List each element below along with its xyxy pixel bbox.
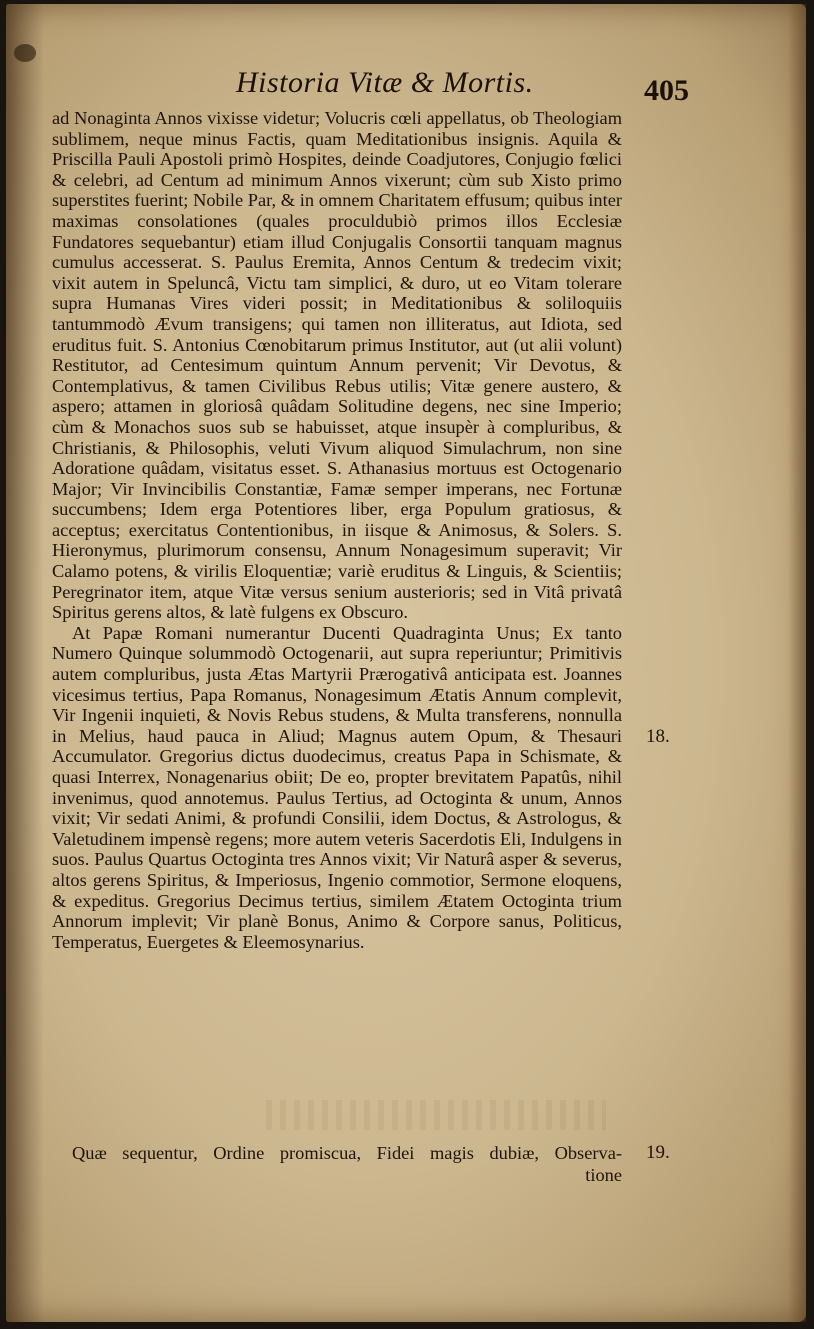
- page-header: [46, 66, 706, 106]
- book-page: [6, 4, 806, 1322]
- running-head: Historia Vitæ & Mortis.: [236, 66, 534, 99]
- margin-note-18: 18.: [646, 726, 670, 747]
- page-number: 405: [644, 74, 689, 107]
- ink-stain: [14, 44, 36, 62]
- section-opening-line: Quæ sequentur, Ordine promiscua, Fidei magis dubiæ, Observa-: [72, 1143, 622, 1163]
- body-text: [52, 108, 622, 952]
- paragraph-2: At Papæ Romani numerantur Ducenti Quadraginta Unus; Ex tanto Numero Quinque solummodò Octogenarii, aut supra reperiuntur; Primitivis autem compluribus, justa Ætas Martyrii Prærogativâ anticipata est. Joannes vicesimus tertius, Papa Romanus, Nonagesimum Ætatis Annum complevit, Vir Ingenii inquieti, & Novis Rebus studens, & Multa transferens, nonnulla in Melius, haud pauca in Aliud; Magnus autem Opum, & Thesauri Accumulator. Gregorius dictus duodecimus, creatus Papa in Schismate, & quasi Interrex, Nonagenarius obiit; De eo, propter brevitatem Papatûs, nihil invenimus, quod annotemus. Paulus Tertius, ad Octoginta & unum, Annos vixit; Vir sedati Animi, & profundi Consilii, idem Doctus, & Astrologus, & Valetudinem impensè regens; more autem veteris Sacerdotis Eli, Indulgens in suos. Paulus Quartus Octoginta tres Annos vixit; Vir Naturâ asper & severus, altos gerens Spiritus, & Imperiosus, Ingenio commotior, Sermone eloquens, & expeditus. Gregorius Decimus tertius, similem Ætatem Octoginta trium Annorum implevit; Vir planè Bonus, Animo & Corpore sanus, Politicus, Temperatus, Euergetes & Eleemosynarius.: [52, 622, 622, 952]
- catchword: tione: [585, 1165, 622, 1185]
- paragraph-1: ad Nonaginta Annos vixisse videtur; Volucris cœli appellatus, ob Theologiam sublimem, neque minus Factis, quam Meditationibus insignis. Aquila & Priscilla Pauli Apostoli primò Hospites, deinde Coadjutores, Conjugio fœlici & celebri, ad Centum ad minimum Annos vixerunt; cùm sub Xisto primo superstites fuerint; Nobile Par, & in omnem Charitatem effusum; quibus inter maximas consolationes (quales proculdubiò primos illos Ecclesiæ Fundatores sequebantur) etiam illud Conjugalis Consortii tanquam magnus cumulus accesserat. S. Paulus Eremita, Annos Centum & tredecim vixit; vixit autem in Speluncâ, Victu tam simplici, & duro, ut eo Vitam tolerare supra Humanas Vires videri possit; in Meditationibus & soliloquiis tantummodò Ævum transigens; qui tamen non illiteratus, aut Idiota, sed eruditus fuit. S. Antonius Cœnobitarum primus Institutor, aut (ut alii volunt) Restitutor, ad Centesimum quintum Annum pervenit; Vir Devotus, & Contemplativus, & tamen Civilibus Rebus utilis; Vitæ genere austero, & aspero; attamen in gloriosâ quâdam Solitudine degens, nec sine Imperio; cùm & Monachos suos sub se habuisset, atque insupèr à compluribus, & Christianis, & Philosophis, veluti Vivum aliquod Simulachrum, non sine Adoratione quâdam, visitatus esset. S. Athanasius mortuus est Octogenario Major; Vir Invincibilis Constantiæ, Famæ semper imperans, nec Fortunæ succumbens; Idem erga Potentiores liber, erga Populum gratiosus, & acceptus; exercitatus Contentionibus, in iisque & Animosus, & Solers. S. Hieronymus, plurimorum consensu, Annum Nonagesimum superavit; Vir Calamo potens, & virilis Eloquentiæ; variè eruditus & Linguis, & Scientiis; Peregrinator item, atque Vitæ versus senium austerioris; sed in Vitâ privatâ Spiritus gerens altos, & latè fulgens ex Obscuro.: [52, 108, 622, 623]
- section-opening: [52, 1142, 622, 1186]
- margin-note-19: 19.: [646, 1142, 670, 1163]
- show-through-text: [266, 1100, 606, 1130]
